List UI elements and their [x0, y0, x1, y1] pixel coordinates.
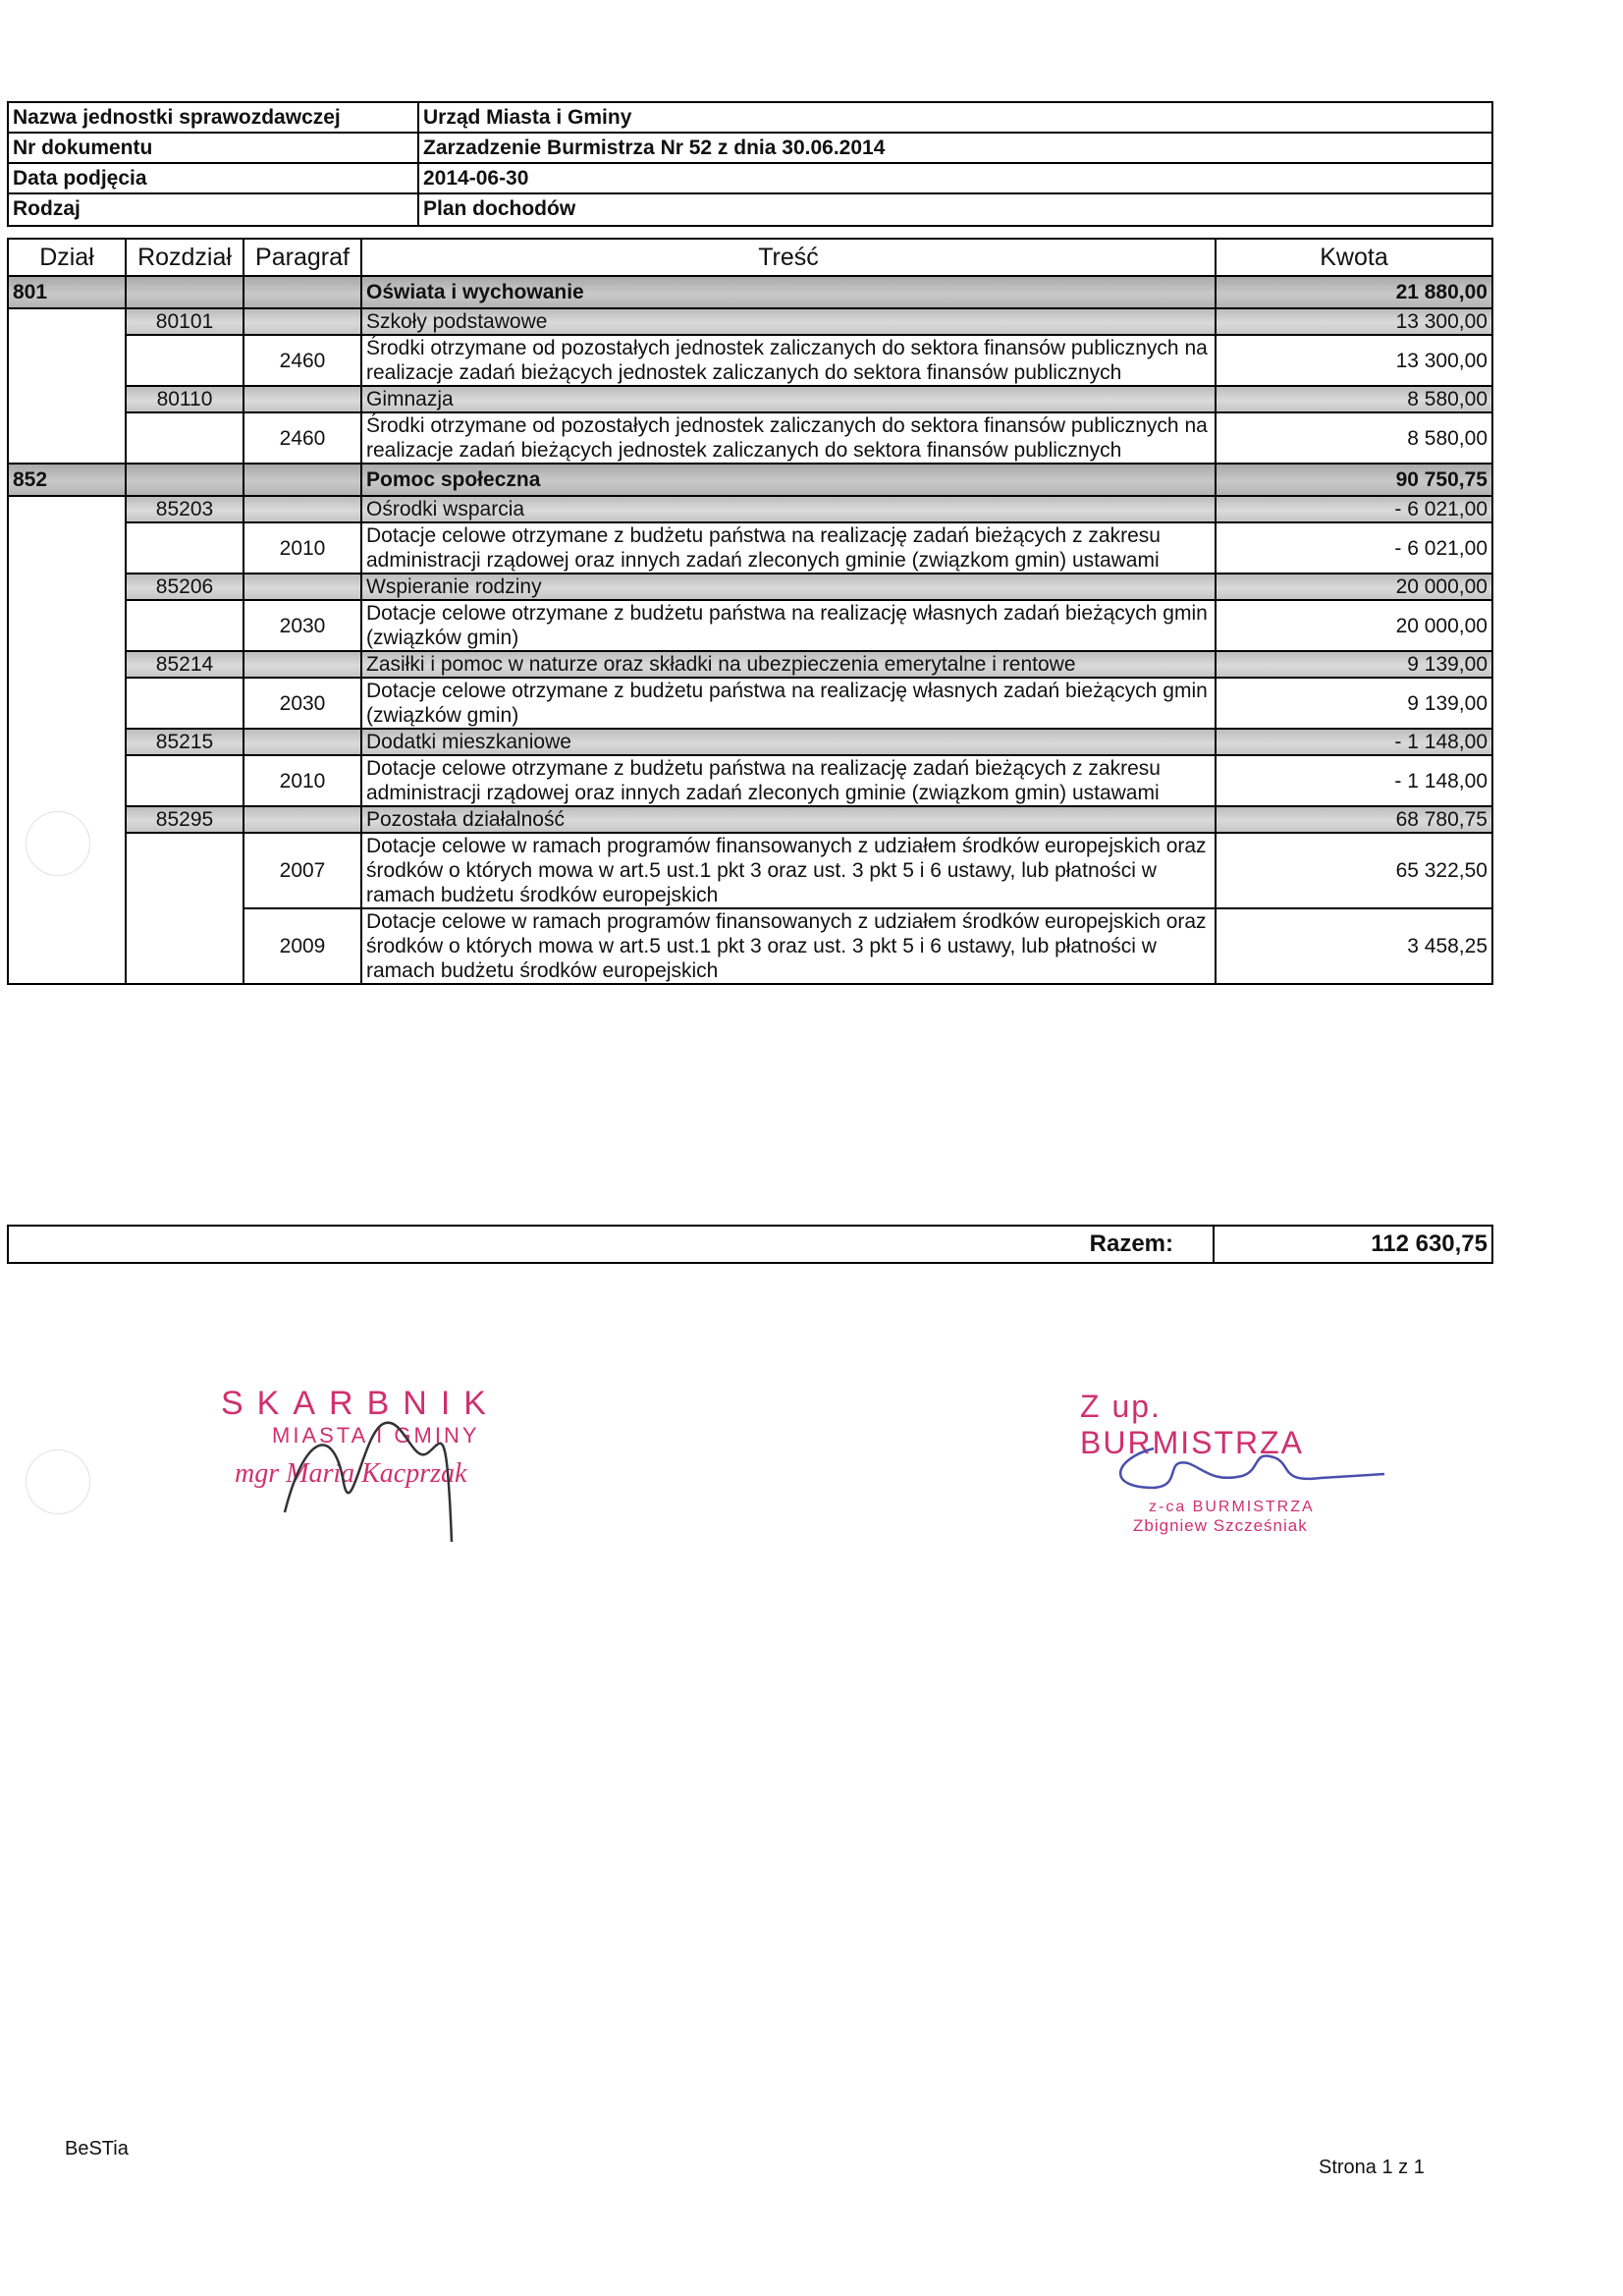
rozdzial-span-cell: [126, 833, 243, 984]
paragraf-code: 2460: [243, 335, 361, 386]
info-value: Plan dochodów: [423, 197, 576, 220]
paragraf-text: Dotacje celowe otrzymane z budżetu państwa na realizację własnych zadań bieżących gmin (związków gmin): [361, 678, 1216, 729]
table-row-rozdzial: [8, 574, 1492, 600]
stamp-subtitle: MIASTA I GMINY: [272, 1423, 480, 1448]
rozdzial-amount: - 1 148,00: [1216, 729, 1492, 755]
dzial-span-cell: [8, 308, 126, 464]
rozdzial-span-cell: [126, 600, 243, 651]
column-header-paragraf: Paragraf: [243, 239, 361, 276]
table-row-paragraf: [8, 833, 1492, 908]
empty-cell: [243, 276, 361, 308]
rozdzial-code: 85295: [126, 806, 243, 833]
table-row-paragraf: [8, 522, 1492, 574]
paragraf-code: 2030: [243, 600, 361, 651]
table-header-row: [8, 239, 1492, 276]
paragraf-code: 2010: [243, 522, 361, 574]
paragraf-text: Środki otrzymane od pozostałych jednostek zaliczanych do sektora finansów publicznych na realizacje zadań bieżących jednostek zaliczanych do sektora finansów publicznych: [361, 335, 1216, 386]
dzial-code: 852: [8, 464, 126, 496]
stamp-title: SKARBNIK: [221, 1385, 500, 1422]
info-label: Nr dokumentu: [9, 134, 419, 162]
rozdzial-span-cell: [126, 412, 243, 464]
total-value: 112 630,75: [1371, 1230, 1488, 1257]
column-header-rozdzial: Rozdział: [126, 239, 243, 276]
info-label: Rodzaj: [9, 194, 419, 225]
dzial-code: 801: [8, 276, 126, 308]
stamp-name: Zbigniew Szcześniak: [1133, 1516, 1308, 1535]
rozdzial-code: 85206: [126, 574, 243, 600]
table-row-rozdzial: [8, 308, 1492, 335]
dzial-span-cell: [8, 496, 126, 984]
punch-hole: [26, 1449, 90, 1514]
footer-software-name: BeSTia: [65, 2138, 129, 2159]
stamp-subtitle: z-ca BURMISTRZA: [1149, 1499, 1315, 1515]
paragraf-amount: - 6 021,00: [1216, 522, 1492, 574]
footer-page-number: Strona 1 z 1: [1319, 2157, 1425, 2178]
paragraf-code: 2030: [243, 678, 361, 729]
rozdzial-amount: 13 300,00: [1216, 308, 1492, 335]
empty-cell: [243, 729, 361, 755]
info-value: 2014-06-30: [423, 167, 529, 190]
paragraf-text: Środki otrzymane od pozostałych jednostek zaliczanych do sektora finansów publicznych na realizacje zadań bieżących jednostek zaliczanych do sektora finansów publicznych: [361, 412, 1216, 464]
info-label: Nazwa jednostki sprawozdawczej: [9, 103, 419, 132]
rozdzial-amount: 68 780,75: [1216, 806, 1492, 833]
empty-cell: [126, 464, 243, 496]
income-plan-table: [7, 238, 1493, 985]
empty-cell: [243, 806, 361, 833]
info-row: [9, 103, 1491, 134]
total-row: [7, 1225, 1493, 1264]
rozdzial-name: Zasiłki i pomoc w naturze oraz składki na ubezpieczenia emerytalne i rentowe: [361, 651, 1216, 678]
table-row-paragraf: [8, 335, 1492, 386]
rozdzial-name: Ośrodki wsparcia: [361, 496, 1216, 522]
empty-cell: [243, 651, 361, 678]
rozdzial-span-cell: [126, 335, 243, 386]
mayor-signature: [1095, 1439, 1389, 1507]
table-row-paragraf: [8, 678, 1492, 729]
info-row: [9, 194, 1491, 225]
stamp-title: Z up. BURMISTRZA: [1080, 1389, 1304, 1460]
paragraf-amount: 20 000,00: [1216, 600, 1492, 651]
paragraf-text: Dotacje celowe otrzymane z budżetu państwa na realizację zadań bieżących z zakresu administracji rządowej oraz innych zadań zleconych gminie (związkom gmin) ustawami: [361, 522, 1216, 574]
rozdzial-span-cell: [126, 755, 243, 806]
column-header-dzial: Dział: [8, 239, 126, 276]
paragraf-text: Dotacje celowe w ramach programów finansowanych z udziałem środków europejskich oraz środków o których mowa w art.5 ust.1 pkt 3 oraz ust. 3 pkt 5 i 6 ustawy, lub płatności w ramach budżetu środków europejskich: [361, 833, 1216, 908]
treasurer-signature: [265, 1394, 491, 1552]
rozdzial-code: 85215: [126, 729, 243, 755]
info-value: Zarzadzenie Burmistrza Nr 52 z dnia 30.06.2014: [423, 137, 886, 159]
rozdzial-code: 85203: [126, 496, 243, 522]
stamp-name: mgr Maria Kacprzak: [235, 1458, 467, 1489]
dzial-name: Oświata i wychowanie: [361, 276, 1216, 308]
paragraf-amount: 8 580,00: [1216, 412, 1492, 464]
rozdzial-name: Dodatki mieszkaniowe: [361, 729, 1216, 755]
paragraf-amount: 9 139,00: [1216, 678, 1492, 729]
rozdzial-code: 85214: [126, 651, 243, 678]
paragraf-amount: 3 458,25: [1216, 908, 1492, 984]
info-row: [9, 164, 1491, 194]
table-row-rozdzial: [8, 806, 1492, 833]
paragraf-amount: - 1 148,00: [1216, 755, 1492, 806]
paragraf-code: 2010: [243, 755, 361, 806]
table-row-paragraf: [8, 600, 1492, 651]
empty-cell: [243, 496, 361, 522]
dzial-amount: 21 880,00: [1216, 276, 1492, 308]
empty-cell: [243, 308, 361, 335]
paragraf-amount: 65 322,50: [1216, 833, 1492, 908]
info-row: [9, 134, 1491, 164]
rozdzial-amount: 9 139,00: [1216, 651, 1492, 678]
rozdzial-amount: 8 580,00: [1216, 386, 1492, 412]
info-value: Urząd Miasta i Gminy: [423, 106, 632, 129]
table-row-paragraf: [8, 412, 1492, 464]
table-row-rozdzial: [8, 651, 1492, 678]
paragraf-text: Dotacje celowe otrzymane z budżetu państwa na realizację zadań bieżących z zakresu administracji rządowej oraz innych zadań zleconych gminie (związkom gmin) ustawami: [361, 755, 1216, 806]
empty-cell: [243, 574, 361, 600]
paragraf-text: Dotacje celowe otrzymane z budżetu państwa na realizację własnych zadań bieżących gmin (związków gmin): [361, 600, 1216, 651]
empty-cell: [126, 276, 243, 308]
dzial-name: Pomoc społeczna: [361, 464, 1216, 496]
table-row-rozdzial: [8, 729, 1492, 755]
empty-cell: [243, 386, 361, 412]
column-header-tresc: Treść: [361, 239, 1216, 276]
rozdzial-code: 80101: [126, 308, 243, 335]
rozdzial-name: Szkoły podstawowe: [361, 308, 1216, 335]
paragraf-text: Dotacje celowe w ramach programów finansowanych z udziałem środków europejskich oraz środków o których mowa w art.5 ust.1 pkt 3 oraz ust. 3 pkt 5 i 6 ustawy, lub płatności w ramach budżetu środków europejskich: [361, 908, 1216, 984]
rozdzial-span-cell: [126, 678, 243, 729]
column-header-kwota: Kwota: [1216, 239, 1492, 276]
dzial-amount: 90 750,75: [1216, 464, 1492, 496]
rozdzial-amount: 20 000,00: [1216, 574, 1492, 600]
rozdzial-name: Wspieranie rodziny: [361, 574, 1216, 600]
rozdzial-name: Gimnazja: [361, 386, 1216, 412]
rozdzial-span-cell: [126, 522, 243, 574]
table-row-dzial: [8, 276, 1492, 308]
paragraf-amount: 13 300,00: [1216, 335, 1492, 386]
paragraf-code: 2007: [243, 833, 361, 908]
empty-cell: [243, 464, 361, 496]
rozdzial-amount: - 6 021,00: [1216, 496, 1492, 522]
total-label: Razem:: [9, 1227, 1215, 1262]
rozdzial-code: 80110: [126, 386, 243, 412]
paragraf-code: 2009: [243, 908, 361, 984]
document-info-table: [7, 101, 1493, 227]
rozdzial-name: Pozostała działalność: [361, 806, 1216, 833]
paragraf-code: 2460: [243, 412, 361, 464]
table-row-paragraf: [8, 755, 1492, 806]
table-row-dzial: [8, 464, 1492, 496]
info-label: Data podjęcia: [9, 164, 419, 192]
table-row-rozdzial: [8, 386, 1492, 412]
table-row-rozdzial: [8, 496, 1492, 522]
